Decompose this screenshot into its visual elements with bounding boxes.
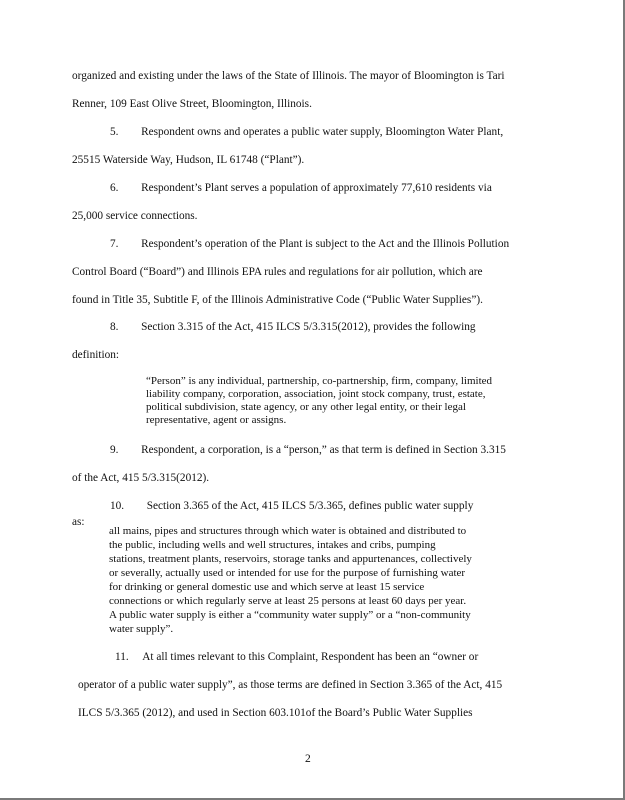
paragraph-9-line: 9. Respondent, a corporation, is a “person,” as that term is defined in Section 3.315 <box>110 444 506 456</box>
text-line: of the Act, 415 5/3.315(2012). <box>72 472 210 484</box>
quote-line: representative, agent or assigns. <box>146 414 287 426</box>
quote-line: water supply”. <box>109 623 174 635</box>
paragraph-6-line: 6. Respondent’s Plant serves a population of approximately 77,610 residents via <box>110 182 492 194</box>
text-line: Control Board (“Board”) and Illinois EPA rules and regulations for air pollution, which are <box>72 266 483 278</box>
text-line: organized and existing under the laws of the State of Illinois. The mayor of Bloomington is Tari <box>72 70 505 82</box>
text-line: operator of a public water supply”, as those terms are defined in Section 3.365 of the Act, 415 <box>78 679 503 691</box>
text-line: 25515 Waterside Way, Hudson, IL 61748 (“Plant”). <box>72 154 305 166</box>
page-number: 2 <box>305 753 311 765</box>
quote-line: the public, including wells and well structures, intakes and cribs, pumping <box>109 539 436 551</box>
text-line: ILCS 5/3.365 (2012), and used in Section 603.101of the Board’s Public Water Supplies <box>78 707 473 719</box>
text-line: 25,000 service connections. <box>72 210 198 222</box>
paragraph-7-line: 7. Respondent’s operation of the Plant is subject to the Act and the Illinois Pollution <box>110 238 510 250</box>
text-line: found in Title 35, Subtitle F, of the Illinois Administrative Code (“Public Water Supplies”). <box>72 294 483 306</box>
quote-line: or severally, actually used or intended for use for the purpose of furnishing water <box>109 567 466 579</box>
paragraph-11-line: 11. At all times relevant to this Complaint, Respondent has been an “owner or <box>115 651 479 663</box>
text-line: Renner, 109 East Olive Street, Bloomington, Illinois. <box>72 98 312 110</box>
quote-line: stations, treatment plants, reservoirs, storage tanks and appurtenances, collectively <box>109 553 472 565</box>
quote-line: “Person” is any individual, partnership, co-partnership, firm, company, limited <box>146 375 493 387</box>
quote-line: all mains, pipes and structures through which water is obtained and distributed to <box>109 525 467 537</box>
paragraph-5-line: 5. Respondent owns and operates a public water supply, Bloomington Water Plant, <box>110 126 504 138</box>
quote-line: connections or which regularly serve at least 25 persons at least 60 days per year. <box>109 595 467 607</box>
paragraph-8-line: 8. Section 3.315 of the Act, 415 ILCS 5/3.315(2012), provides the following <box>110 321 476 333</box>
text-line: as: <box>72 516 85 528</box>
paragraph-10-line: 10. Section 3.365 of the Act, 415 ILCS 5/3.365, defines public water supply <box>110 500 474 512</box>
text-line: definition: <box>72 349 120 361</box>
quote-line: political subdivision, state agency, or any other legal entity, or their legal <box>146 401 466 413</box>
quote-line: liability company, corporation, association, joint stock company, trust, estate, <box>146 388 486 400</box>
quote-line: for drinking or general domestic use and which serve at least 15 service <box>109 581 425 593</box>
quote-line: A public water supply is either a “community water supply” or a “non-community <box>109 609 471 621</box>
